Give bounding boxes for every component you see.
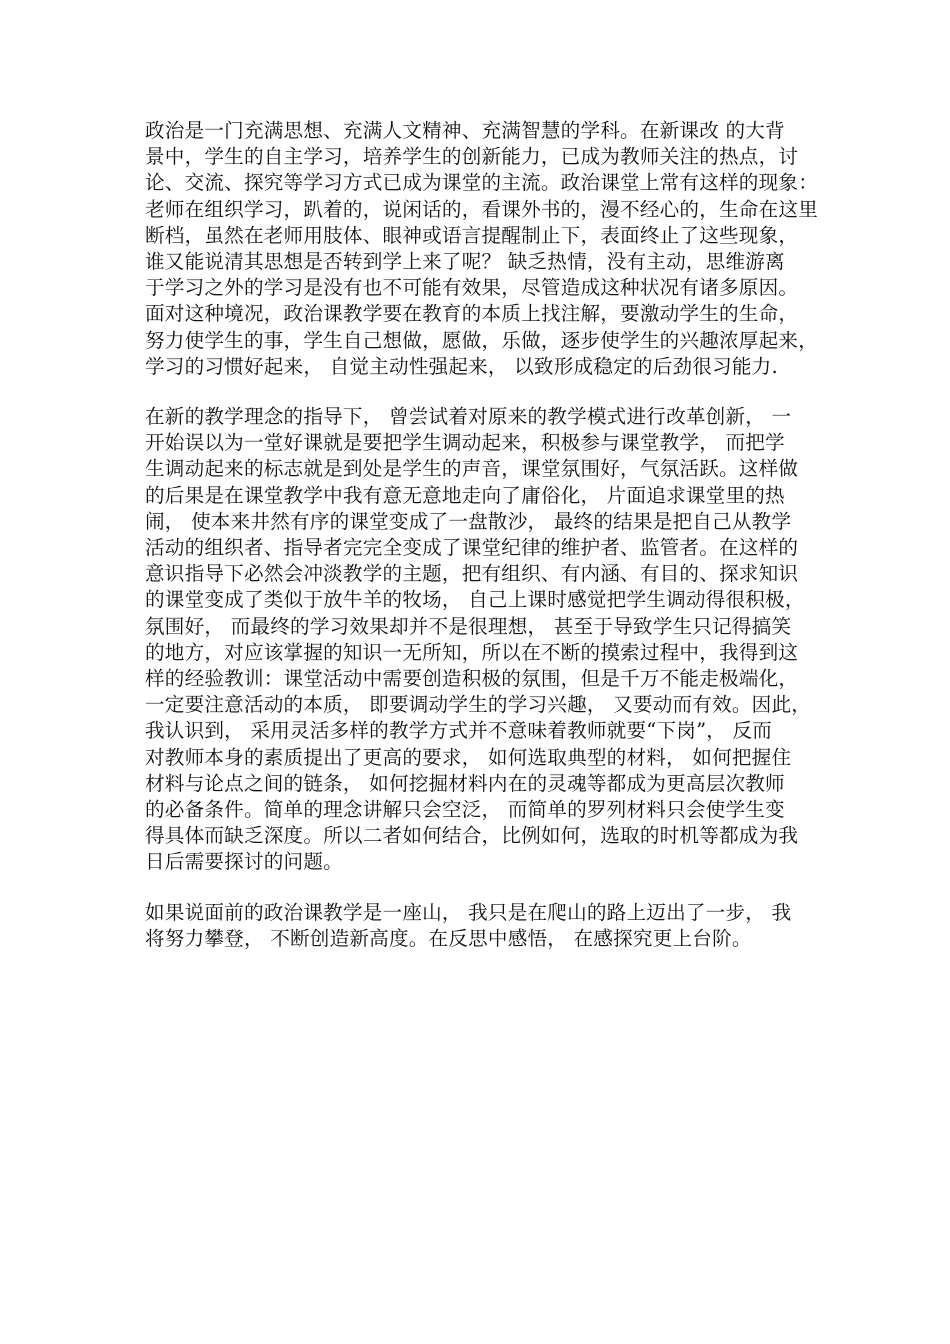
paragraph-1 <box>145 118 825 380</box>
text-line: 政治是一门充满思想、充满人文精神、充满智慧的学科。在新课改 的大背 <box>145 119 785 142</box>
text-line: 日后需要探讨的问题。 <box>145 850 343 874</box>
text-line: 学习的习惯好起来， 自觉主动性强起来， 以致形成稳定的后劲很习能力. <box>145 354 778 378</box>
text-line: 氛围好， 而最终的学习效果却并不是很理想， 甚至于导致学生只记得搞笑 <box>145 614 792 638</box>
text-line: 闹， 使本来井然有序的课堂变成了一盘散沙， 最终的结果是把自己从教学 <box>145 509 792 533</box>
text-line: 谁又能说清其思想是否转到学上来了呢？ 缺乏热情，没有主动，思维游离 <box>145 250 785 274</box>
text-line: 活动的组织者、指导者完完全变成了课堂纪律的维护者、监管者。在这样的 <box>145 536 799 560</box>
text-line: 我认识到， 采用灵活多样的教学方式并不意味着教师就要“下岗”， 反而 <box>145 719 773 743</box>
text-line: 将努力攀登， 不断创造新高度。在反思中感悟， 在感探究更上台阶。 <box>145 926 752 950</box>
text-line: 得具体而缺乏深度。所以二者如何结合，比例如何，选取的时机等都成为我 <box>145 824 799 848</box>
text-line: 材料与论点之间的链条， 如何挖掘材料内在的灵魂等都成为更高层次教师 <box>145 771 785 795</box>
text-line: 开始误以为一堂好课就是要把学生调动起来，积极参与课堂教学， 而把学 <box>145 431 785 455</box>
paragraph-3 <box>145 900 825 952</box>
text-line: 意识指导下必然会冲淡教学的主题，把有组织、有内涵、有目的、探求知识 <box>145 562 799 586</box>
text-line: 对教师本身的素质提出了更高的要求， 如何选取典型的材料， 如何把握住 <box>145 745 792 769</box>
text-line: 努力使学生的事，学生自己想做，愿做，乐做，逐步使学生的兴趣浓厚起来， <box>145 328 818 352</box>
text-line: 景中，学生的自主学习，培养学生的创新能力，已成为教师关注的热点，讨 <box>145 145 799 169</box>
text-line: 面对这种境况，政治课教学要在教育的本质上找注解，要激动学生的生命， <box>145 302 799 326</box>
paragraph-2 <box>145 404 825 876</box>
text-line: 老师在组织学习，趴着的，说闲话的，看课外书的，漫不经心的，生命在这里 <box>145 197 818 221</box>
text-line: 的课堂变成了类似于放牛羊的牧场， 自己上课时感觉把学生调动得很积极， <box>145 588 805 612</box>
text-line: 如果说面前的政治课教学是一座山， 我只是在爬山的路上迈出了一步， 我 <box>145 900 792 924</box>
document-body <box>145 118 825 976</box>
text-line: 的后果是在课堂教学中我有意无意地走向了庸俗化， 片面追求课堂里的热 <box>145 483 785 507</box>
text-line: 断档，虽然在老师用肢体、眼神或语言提醒制止下，表面终止了这些现象， <box>145 223 799 247</box>
text-line: 的地方，对应该掌握的知识一无所知，所以在不断的摸索过程中，我得到这 <box>145 640 799 664</box>
text-line: 论、交流、探究等学习方式已成为课堂的主流。政治课堂上常有这样的现象： <box>145 171 818 195</box>
text-line: 的必备条件。简单的理念讲解只会空泛， 而简单的罗列材料只会使学生变 <box>145 798 785 822</box>
text-line: 在新的教学理念的指导下， 曾尝试着对原来的教学模式进行改革创新， 一 <box>145 405 792 429</box>
text-line: 样的经验教训：课堂活动中需要创造积极的氛围，但是千万不能走极端化， <box>145 667 799 691</box>
text-line: 一定要注意活动的本质， 即要调动学生的学习兴趣， 又要动而有效。因此， <box>145 693 812 717</box>
text-line: 于学习之外的学习是没有也不可能有效果，尽管造成这种状况有诸多原因。 <box>145 276 799 300</box>
text-line: 生调动起来的标志就是到处是学生的声音，课堂氛围好，气氛活跃。这样做 <box>145 457 799 481</box>
